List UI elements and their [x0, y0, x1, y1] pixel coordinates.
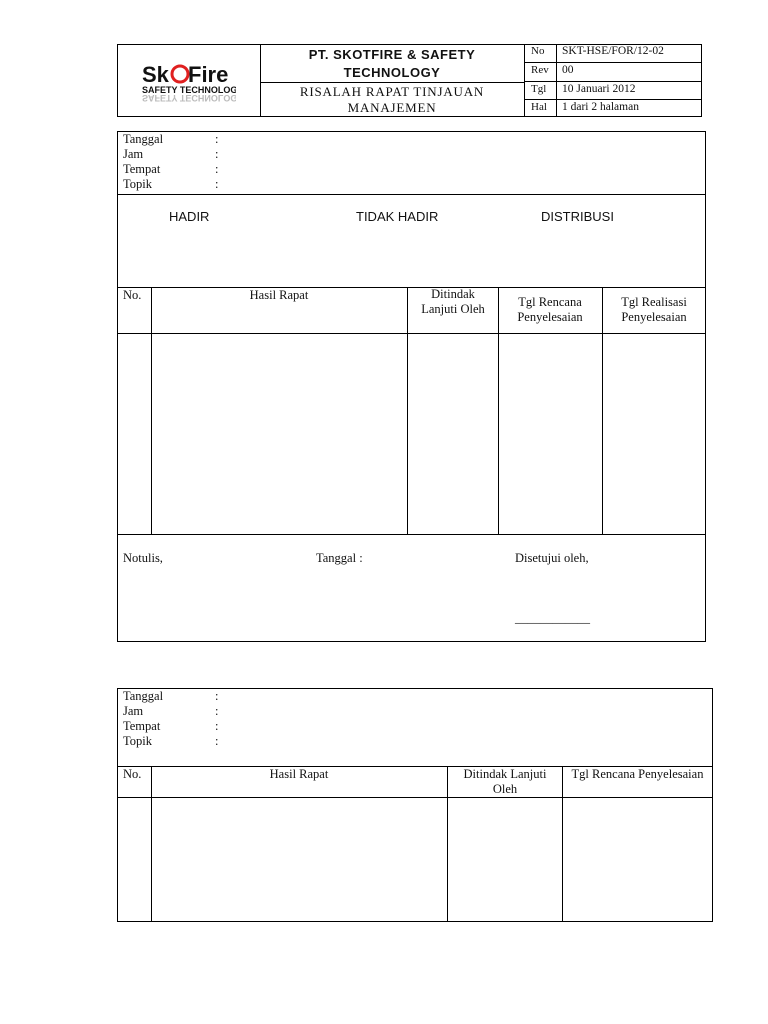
company-logo — [140, 58, 236, 106]
column-tgl-rencana-2: Tgl Rencana Penyelesaian — [571, 767, 704, 781]
column-tgl-rencana: Tgl Rencana Penyelesaian — [517, 295, 583, 324]
field-colon: : — [215, 719, 219, 733]
meeting-form-2 — [117, 688, 713, 922]
meta-value-rev: 00 — [562, 64, 574, 76]
field-label-tempat: Tempat — [123, 719, 161, 733]
disetujui-label: Disetujui oleh, — [515, 551, 589, 565]
meta-label-hal: Hal — [531, 101, 547, 113]
column-ditindak-lanjuti: Ditindak Lanjuti Oleh — [421, 287, 485, 316]
tidak-hadir-label: TIDAK HADIR — [356, 209, 439, 224]
field-label-topik: Topik — [123, 734, 152, 748]
column-ditindak-lanjuti-2: Ditindak Lanjuti Oleh — [463, 767, 547, 796]
svg-text:Sk: Sk — [142, 62, 169, 87]
meta-label-no: No — [531, 45, 545, 57]
column-no-2: No. — [123, 767, 142, 781]
footer-tanggal-label: Tanggal : — [316, 551, 363, 565]
svg-text:Fire: Fire — [188, 62, 229, 87]
hadir-label: HADIR — [169, 209, 210, 224]
field-colon: : — [215, 147, 219, 161]
document-title: RISALAH RAPAT TINJAUAN MANAJEMEN — [299, 84, 485, 115]
column-no: No. — [123, 288, 142, 302]
column-tgl-realisasi: Tgl Realisasi Penyelesaian — [621, 295, 687, 324]
field-label-tanggal: Tanggal — [123, 132, 164, 146]
field-label-jam: Jam — [123, 147, 144, 161]
field-label-topik: Topik — [123, 177, 152, 191]
meta-value-tgl: 10 Januari 2012 — [562, 83, 636, 95]
field-colon: : — [215, 177, 219, 191]
meta-label-rev: Rev — [531, 64, 549, 76]
svg-text:SAFETY TECHNOLOGY: SAFETY TECHNOLOGY — [142, 93, 236, 103]
field-colon: : — [215, 704, 219, 718]
company-name: PT. SKOTFIRE & SAFETY TECHNOLOGY — [308, 47, 476, 80]
signature-line: ____________ — [515, 611, 590, 625]
field-label-tanggal: Tanggal — [123, 689, 164, 703]
meta-value-no: SKT-HSE/FOR/12-02 — [562, 45, 664, 57]
meta-value-hal: 1 dari 2 halaman — [562, 101, 639, 113]
field-label-jam: Jam — [123, 704, 144, 718]
distribusi-label: DISTRIBUSI — [541, 209, 614, 224]
field-colon: : — [215, 689, 219, 703]
field-label-tempat: Tempat — [123, 162, 161, 176]
field-colon: : — [215, 734, 219, 748]
meta-label-tgl: Tgl — [531, 83, 547, 95]
field-colon: : — [215, 132, 219, 146]
column-hasil-rapat: Hasil Rapat — [249, 288, 309, 302]
notulis-label: Notulis, — [123, 551, 163, 565]
meeting-form-1 — [117, 131, 706, 642]
field-colon: : — [215, 162, 219, 176]
column-hasil-rapat-2: Hasil Rapat — [269, 767, 329, 781]
svg-text:SAFETY TECHNOLOGY: SAFETY TECHNOLOGY — [142, 85, 236, 95]
